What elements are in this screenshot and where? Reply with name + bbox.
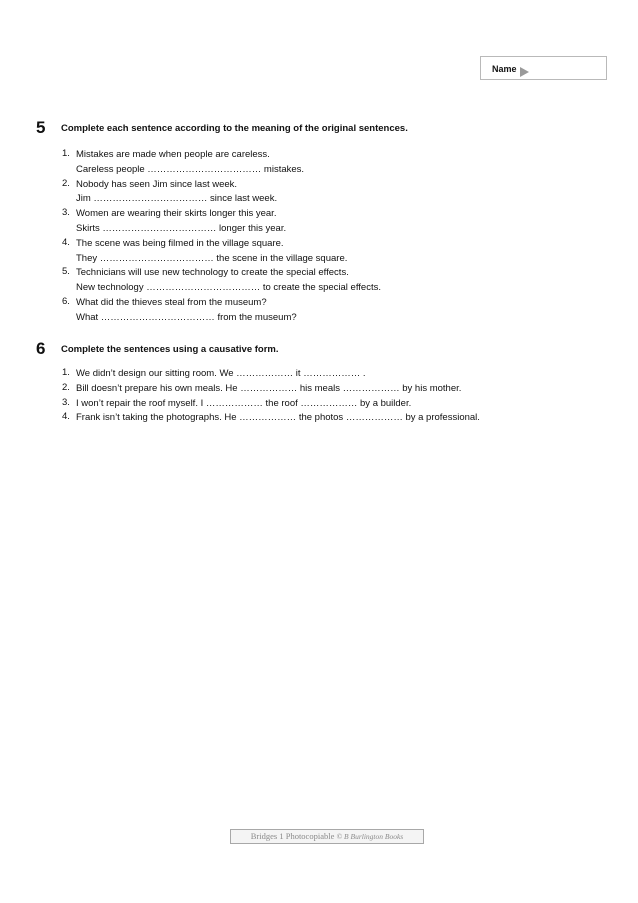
footer-series: Bridges 1	[250, 831, 284, 841]
exercise-instructions: Complete the sentences using a causative form.	[61, 344, 279, 355]
original-sentence: Mistakes are made when people are careless.	[76, 149, 270, 160]
name-label: Name	[492, 64, 517, 74]
item-number: 3.	[62, 396, 70, 408]
list-item	[62, 296, 381, 326]
list-item	[62, 266, 381, 296]
original-sentence: What did the thieves steal from the museum?	[76, 296, 267, 308]
arrow-right-icon	[520, 67, 529, 77]
footer-copyright-text: © B Burlington Books	[336, 832, 404, 841]
exercise-items	[62, 148, 381, 326]
original-sentence: Technicians will use new technology to create the special effects.	[76, 267, 349, 279]
sentence: We didn’t design our sitting room. We ……………… it ……………… .	[76, 368, 366, 379]
item-number: 1.	[62, 367, 70, 378]
item-number: 2.	[62, 381, 70, 393]
footer-label: Photocopiable	[285, 831, 335, 841]
list-item	[62, 397, 480, 412]
original-sentence: Nobody has seen Jim since last week.	[76, 178, 238, 190]
name-field[interactable]	[480, 56, 607, 80]
exercise-number: 6	[36, 339, 46, 358]
item-number: 5.	[62, 266, 70, 278]
sentence: Bill doesn’t prepare his own meals. He ……………… his meals ……………… by his mother.	[76, 382, 462, 394]
sentence: I won’t repair the roof myself. I ……………… the roof ……………… by a builder.	[76, 397, 412, 409]
item-number: 1.	[62, 148, 70, 159]
rewrite-sentence: Jim ……………………………… since last week.	[76, 193, 278, 205]
original-sentence: Women are wearing their skirts longer this year.	[76, 208, 277, 220]
list-item	[62, 207, 381, 237]
rewrite-sentence: New technology ……………………………… to create the special effects.	[76, 282, 381, 294]
item-number: 4.	[62, 236, 70, 248]
item-number: 3.	[62, 207, 70, 219]
sentence: Frank isn’t taking the photographs. He ……………… the photos ……………… by a professional.	[76, 412, 480, 424]
exercise-items	[62, 367, 480, 426]
footer-copyright	[230, 829, 424, 844]
item-number: 4.	[62, 411, 70, 423]
exercise-instructions: Complete each sentence according to the meaning of the original sentences.	[61, 123, 408, 134]
list-item	[62, 382, 480, 397]
list-item	[62, 367, 480, 382]
list-item	[62, 411, 480, 426]
item-number: 2.	[62, 177, 70, 189]
list-item	[62, 237, 381, 267]
exercise-number: 5	[36, 118, 46, 137]
list-item	[62, 148, 381, 178]
rewrite-sentence: Careless people ……………………………… mistakes.	[76, 163, 305, 175]
rewrite-sentence: Skirts ……………………………… longer this year.	[76, 222, 287, 234]
item-number: 6.	[62, 295, 70, 307]
rewrite-sentence: They ……………………………… the scene in the village square.	[76, 252, 348, 264]
rewrite-sentence: What ……………………………… from the museum?	[76, 311, 297, 323]
original-sentence: The scene was being filmed in the village square.	[76, 237, 284, 249]
list-item	[62, 178, 381, 208]
